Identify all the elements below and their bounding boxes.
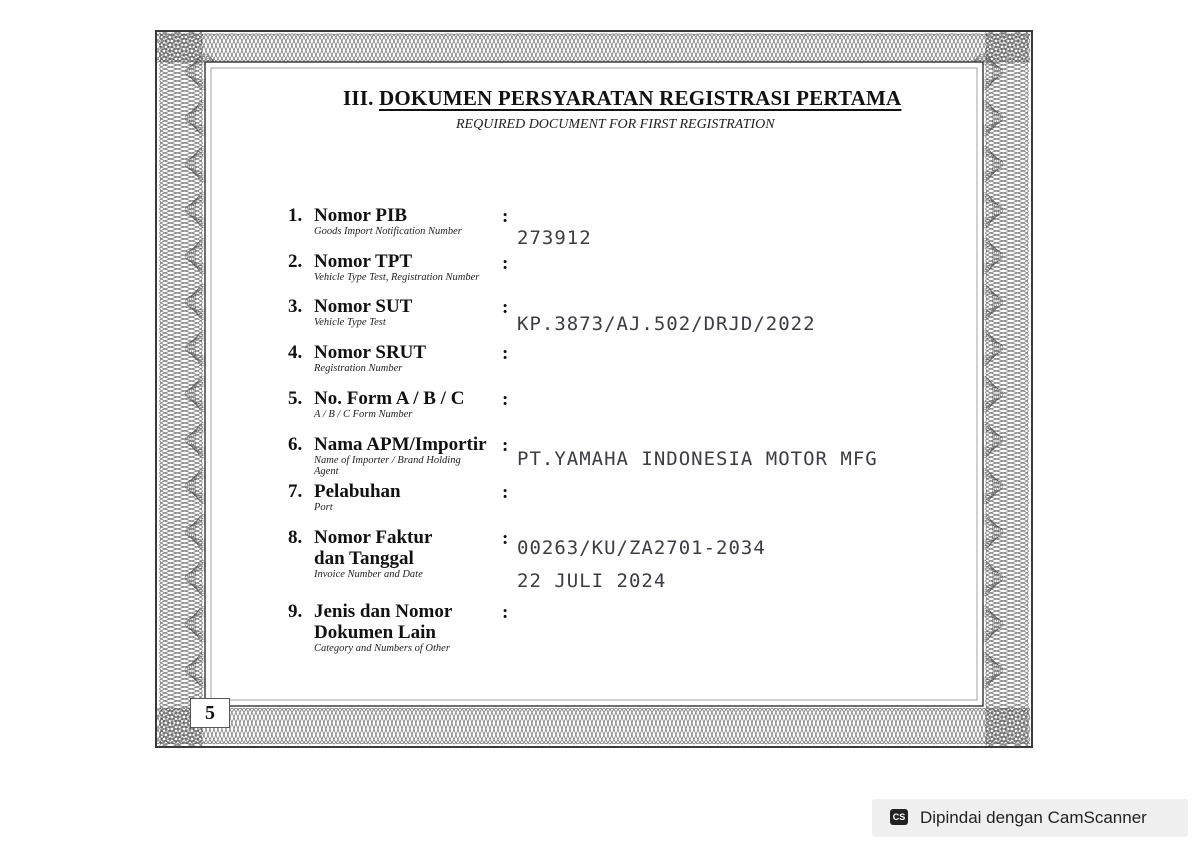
- field-row-other-docs: [288, 601, 452, 654]
- field-label: Dokumen Lain: [314, 622, 436, 643]
- colon: :: [502, 389, 509, 410]
- camscanner-watermark: [872, 799, 1188, 837]
- field-label: dan Tanggal: [314, 548, 414, 569]
- field-row-invoice: [288, 527, 432, 580]
- item-number: 6.: [288, 434, 303, 455]
- field-label: Nomor PIB: [314, 205, 408, 226]
- page-number: 5: [190, 698, 230, 728]
- colon: :: [502, 435, 509, 456]
- item-number: 2.: [288, 251, 303, 272]
- field-label: Pelabuhan: [314, 481, 401, 502]
- field-sublabel: Port: [314, 502, 333, 513]
- colon: :: [502, 482, 509, 503]
- item-number: 3.: [288, 296, 303, 317]
- field-value-invoice-number: 00263/KU/ZA2701-2034: [517, 537, 766, 559]
- title-text: DOKUMEN PERSYARATAN REGISTRASI PERTAMA: [379, 86, 902, 110]
- field-row-importer: [288, 434, 487, 477]
- camscanner-logo-icon: CS: [890, 809, 908, 825]
- field-label: Nomor TPT: [314, 251, 412, 272]
- field-label: Jenis dan Nomor: [314, 601, 453, 622]
- field-label: No. Form A / B / C: [314, 388, 465, 409]
- field-row-tpt: [288, 251, 479, 283]
- field-label: Nomor SUT: [314, 296, 413, 317]
- camscanner-text: Dipindai dengan CamScanner: [920, 808, 1147, 827]
- field-value-importer: PT.YAMAHA INDONESIA MOTOR MFG: [517, 448, 878, 470]
- field-row-srut: [288, 342, 426, 374]
- field-value-sut: KP.3873/AJ.502/DRJD/2022: [517, 313, 816, 335]
- item-number: 9.: [288, 601, 303, 622]
- title-prefix: III.: [343, 86, 380, 110]
- field-value-pib: 273912: [517, 227, 592, 249]
- document-page: [155, 30, 1033, 748]
- colon: :: [502, 528, 509, 549]
- field-row-port: [288, 481, 401, 513]
- field-sublabel: Invoice Number and Date: [314, 569, 423, 580]
- item-number: 5.: [288, 388, 303, 409]
- field-row-form: [288, 388, 464, 420]
- field-sublabel: Registration Number: [314, 363, 403, 374]
- field-sublabel: Vehicle Type Test: [314, 317, 386, 328]
- field-sublabel: A / B / C Form Number: [314, 409, 413, 420]
- field-sublabel: Name of Importer / Brand Holding: [314, 455, 461, 466]
- item-number: 4.: [288, 342, 303, 363]
- field-row-pib: [288, 205, 462, 237]
- field-row-sut: [288, 296, 412, 328]
- field-label: Nomor SRUT: [314, 342, 427, 363]
- page-subtitle: REQUIRED DOCUMENT FOR FIRST REGISTRATION: [456, 117, 775, 132]
- colon: :: [502, 602, 509, 623]
- item-number: 8.: [288, 527, 303, 548]
- colon: :: [502, 343, 509, 364]
- field-label: Nomor Faktur: [314, 527, 433, 548]
- item-number: 1.: [288, 205, 303, 226]
- field-sublabel: Agent: [314, 466, 339, 477]
- colon: :: [502, 206, 509, 227]
- colon: :: [502, 297, 509, 318]
- page-title: [343, 86, 902, 111]
- field-sublabel: Vehicle Type Test, Registration Number: [314, 272, 480, 283]
- field-sublabel: Category and Numbers of Other: [314, 643, 450, 654]
- colon: :: [502, 253, 509, 274]
- field-value-invoice-date: 22 JULI 2024: [517, 570, 667, 592]
- field-label: Nama APM/Importir: [314, 434, 487, 455]
- field-sublabel: Goods Import Notification Number: [314, 226, 462, 237]
- item-number: 7.: [288, 481, 303, 502]
